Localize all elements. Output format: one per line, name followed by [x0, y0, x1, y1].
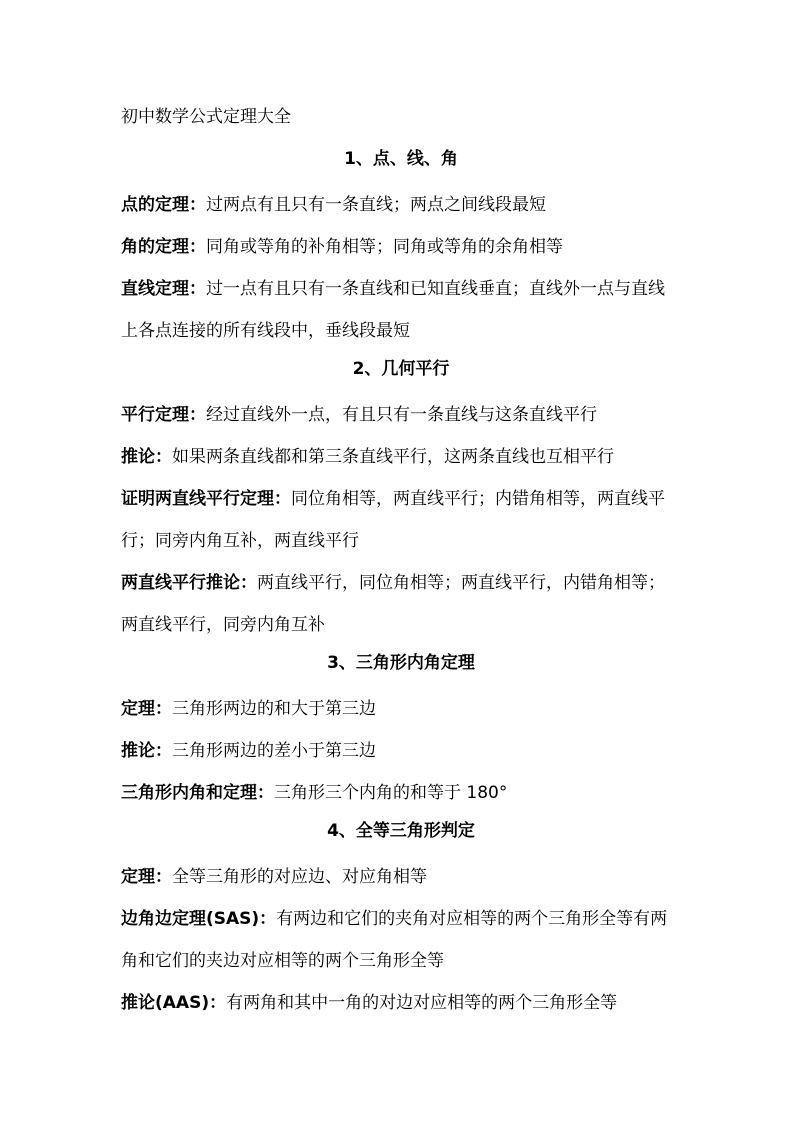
theorem-paragraph: [121, 898, 681, 982]
theorem-paragraph: [121, 478, 681, 562]
theorem-term: 推论(AAS)：: [121, 993, 227, 1013]
section-heading-points-lines-angles: 1、点、线、角: [344, 149, 458, 169]
theorem-term: 推论：: [121, 741, 172, 761]
theorem-text: 两直线平行，同位角相等；两直线平行，内错角相等；两直线平行，同旁内角互补: [121, 573, 665, 635]
theorem-term: 直线定理：: [121, 279, 206, 299]
theorem-paragraph: [121, 982, 681, 1024]
section-heading-congruent-triangles: 4、全等三角形判定: [327, 821, 475, 841]
theorem-text: 过一点有且只有一条直线和已知直线垂直；直线外一点与直线上各点连接的所有线段中，垂线段最短: [121, 279, 665, 341]
theorem-text: 全等三角形的对应边、对应角相等: [172, 867, 427, 887]
theorem-term: 平行定理：: [121, 405, 206, 425]
theorem-term: 两直线平行推论：: [121, 573, 257, 593]
theorem-text: 有两角和其中一角的对边对应相等的两个三角形全等: [226, 993, 618, 1013]
document-content: [121, 100, 681, 1024]
section-heading-parallel: 2、几何平行: [352, 359, 450, 379]
theorem-term: 推论：: [121, 447, 172, 467]
theorem-paragraph: [121, 226, 681, 268]
theorem-term: 边角边定理(SAS)：: [121, 909, 277, 929]
theorem-paragraph: [121, 772, 681, 814]
theorem-paragraph: [121, 268, 681, 352]
theorem-text: 如果两条直线都和第三条直线平行，这两条直线也互相平行: [172, 447, 614, 467]
theorem-text: 过两点有且只有一条直线；两点之间线段最短: [206, 195, 546, 215]
theorem-paragraph: [121, 856, 681, 898]
theorem-term: 三角形内角和定理：: [121, 783, 274, 803]
theorem-paragraph: [121, 562, 681, 646]
theorem-paragraph: [121, 436, 681, 478]
document-title: 初中数学公式定理大全: [121, 107, 291, 127]
theorem-text: 三角形三个内角的和等于 180°: [274, 783, 508, 803]
theorem-text: 三角形两边的差小于第三边: [172, 741, 376, 761]
theorem-term: 角的定理：: [121, 237, 206, 257]
theorem-paragraph: [121, 730, 681, 772]
theorem-paragraph: [121, 688, 681, 730]
theorem-term: 证明两直线平行定理：: [121, 489, 291, 509]
theorem-term: 定理：: [121, 867, 172, 887]
theorem-text: 同位角相等，两直线平行；内错角相等，两直线平行；同旁内角互补，两直线平行: [121, 489, 665, 551]
theorem-term: 定理：: [121, 699, 172, 719]
section-heading-triangle-angles: 3、三角形内角定理: [327, 653, 475, 673]
theorem-paragraph: [121, 394, 681, 436]
theorem-text: 有两边和它们的夹角对应相等的两个三角形全等有两角和它们的夹边对应相等的两个三角形全等: [121, 909, 668, 971]
theorem-text: 同角或等角的补角相等；同角或等角的余角相等: [206, 237, 563, 257]
theorem-term: 点的定理：: [121, 195, 206, 215]
theorem-text: 经过直线外一点，有且只有一条直线与这条直线平行: [206, 405, 597, 425]
theorem-text: 三角形两边的和大于第三边: [172, 699, 376, 719]
theorem-paragraph: [121, 184, 681, 226]
